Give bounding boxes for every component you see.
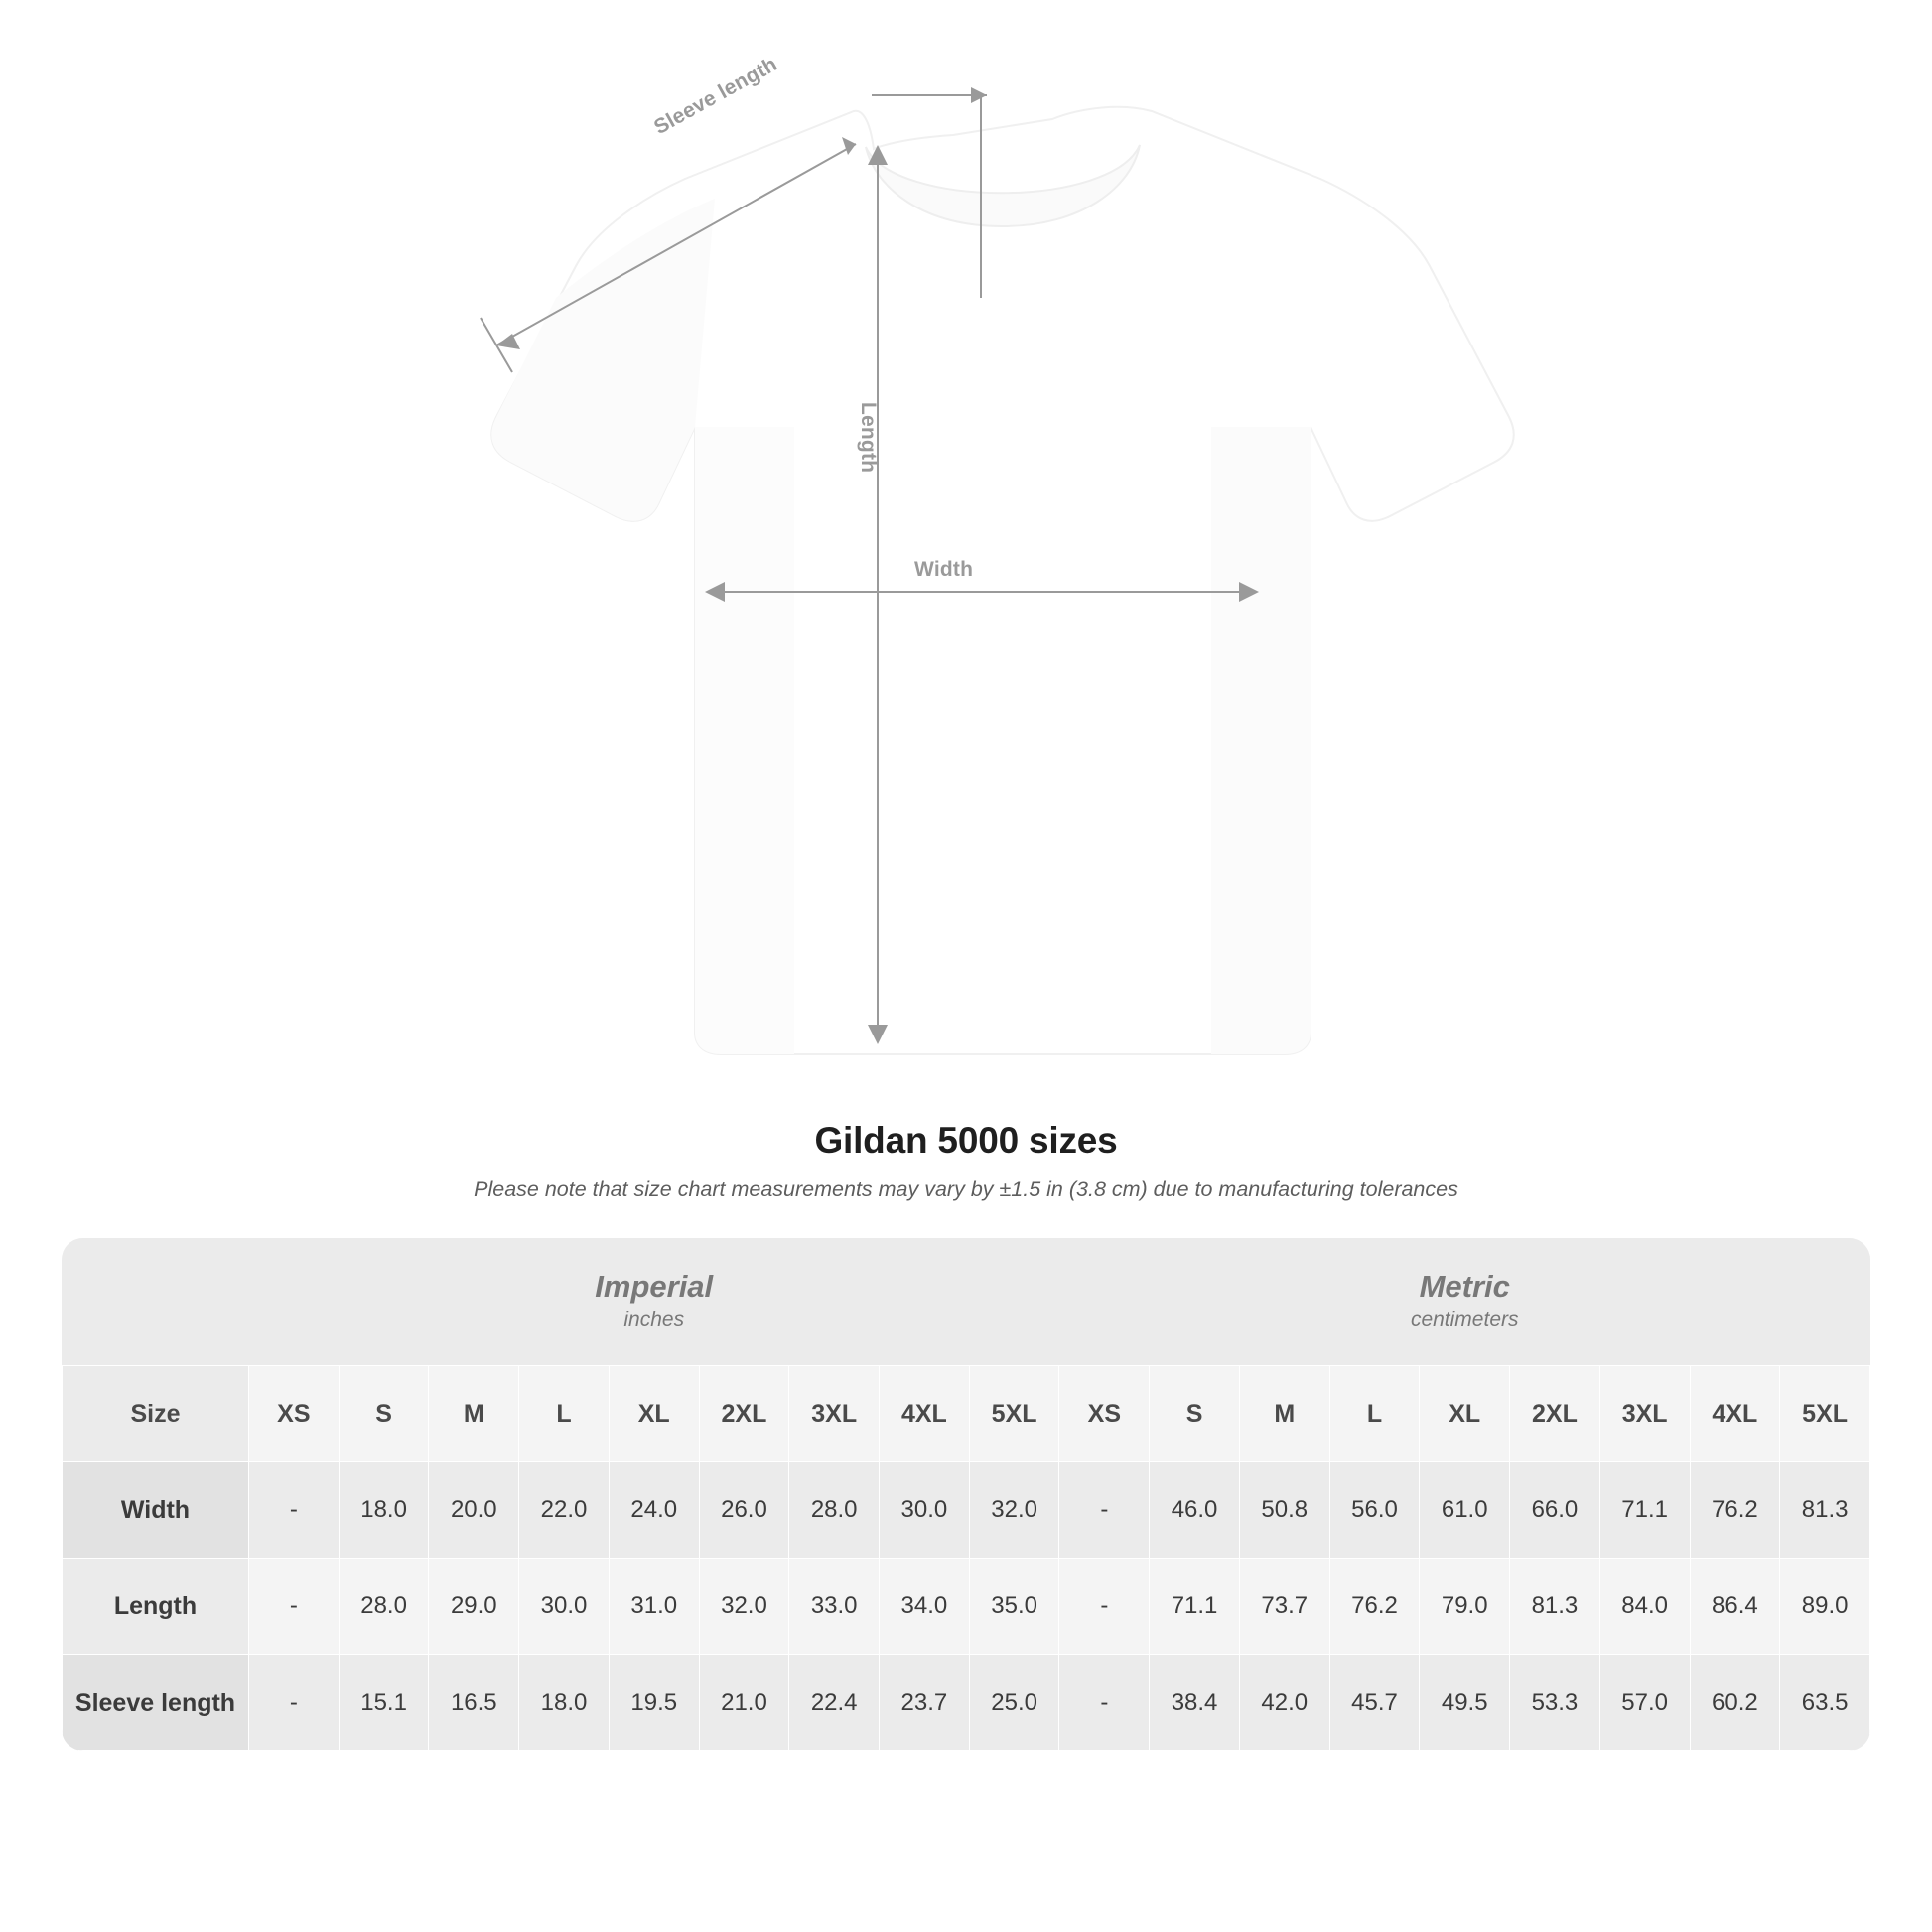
size-table-container [62,1238,1870,1751]
size-header-metric-m: M [1239,1366,1329,1462]
cell-length-metric-3xl: 84.0 [1599,1559,1690,1655]
cell-width-metric-l: 56.0 [1329,1462,1420,1559]
row-label-sleeve-length: Sleeve length [63,1655,249,1751]
cell-sleeve-imperial-3xl: 22.4 [789,1655,880,1751]
cell-sleeve-imperial-5xl: 25.0 [969,1655,1059,1751]
unit-group-imperial-sub: inches [623,1308,685,1331]
cell-width-metric-5xl: 81.3 [1780,1462,1870,1559]
cell-width-imperial-xs: - [249,1462,340,1559]
cell-sleeve-imperial-4xl: 23.7 [880,1655,970,1751]
size-header-metric-xl: XL [1420,1366,1510,1462]
cell-width-imperial-m: 20.0 [429,1462,519,1559]
cell-length-metric-l: 76.2 [1329,1559,1420,1655]
cell-sleeve-imperial-xs: - [249,1655,340,1751]
cell-length-metric-4xl: 86.4 [1690,1559,1780,1655]
cell-sleeve-metric-5xl: 63.5 [1780,1655,1870,1751]
cell-length-imperial-4xl: 34.0 [880,1559,970,1655]
cell-length-imperial-s: 28.0 [339,1559,429,1655]
cell-width-imperial-4xl: 30.0 [880,1462,970,1559]
size-header-imperial-m: M [429,1366,519,1462]
cell-length-imperial-m: 29.0 [429,1559,519,1655]
size-header-metric-l: L [1329,1366,1420,1462]
size-header-imperial-4xl: 4XL [880,1366,970,1462]
sleeve-length-label: Sleeve length [650,53,781,140]
cell-length-imperial-xs: - [249,1559,340,1655]
table-row [63,1655,1870,1751]
row-label-width: Width [63,1462,249,1559]
size-header-metric-s: S [1150,1366,1240,1462]
cell-length-metric-s: 71.1 [1150,1559,1240,1655]
cell-width-metric-s: 46.0 [1150,1462,1240,1559]
unit-group-imperial [249,1238,1059,1366]
unit-group-metric-sub: centimeters [1410,1308,1519,1331]
cell-length-metric-xs: - [1059,1559,1150,1655]
size-header-metric-2xl: 2XL [1510,1366,1600,1462]
size-header-imperial-xs: XS [249,1366,340,1462]
cell-length-imperial-l: 30.0 [519,1559,610,1655]
cell-width-metric-3xl: 71.1 [1599,1462,1690,1559]
cell-sleeve-imperial-xl: 19.5 [609,1655,699,1751]
size-header-imperial-3xl: 3XL [789,1366,880,1462]
cell-sleeve-metric-4xl: 60.2 [1690,1655,1780,1751]
size-header-metric-xs: XS [1059,1366,1150,1462]
width-label: Width [914,558,974,581]
cell-width-imperial-l: 22.0 [519,1462,610,1559]
cell-sleeve-metric-xs: - [1059,1655,1150,1751]
tolerance-note: Please note that size chart measurements may vary by ±1.5 in (3.8 cm) due to manufacturing tolerances [474,1177,1458,1201]
cell-width-imperial-5xl: 32.0 [969,1462,1059,1559]
cell-length-metric-m: 73.7 [1239,1559,1329,1655]
size-header-metric-3xl: 3XL [1599,1366,1690,1462]
cell-width-imperial-2xl: 26.0 [699,1462,789,1559]
cell-length-metric-2xl: 81.3 [1510,1559,1600,1655]
row-label-length: Length [63,1559,249,1655]
cell-length-metric-xl: 79.0 [1420,1559,1510,1655]
title-block [0,1120,1932,1202]
unit-header-row [63,1238,1870,1366]
cell-sleeve-imperial-l: 18.0 [519,1655,610,1751]
unit-group-metric [1059,1238,1870,1366]
cell-width-metric-2xl: 66.0 [1510,1462,1600,1559]
size-header-metric-5xl: 5XL [1780,1366,1870,1462]
cell-sleeve-metric-xl: 49.5 [1420,1655,1510,1751]
cell-sleeve-imperial-m: 16.5 [429,1655,519,1751]
cell-length-imperial-xl: 31.0 [609,1559,699,1655]
cell-sleeve-metric-s: 38.4 [1150,1655,1240,1751]
size-header-imperial-2xl: 2XL [699,1366,789,1462]
cell-width-imperial-xl: 24.0 [609,1462,699,1559]
size-header-imperial-5xl: 5XL [969,1366,1059,1462]
cell-length-imperial-2xl: 32.0 [699,1559,789,1655]
cell-width-imperial-3xl: 28.0 [789,1462,880,1559]
cell-length-imperial-5xl: 35.0 [969,1559,1059,1655]
cell-sleeve-metric-l: 45.7 [1329,1655,1420,1751]
cell-sleeve-metric-3xl: 57.0 [1599,1655,1690,1751]
tshirt-shape [491,107,1514,1054]
cell-width-metric-m: 50.8 [1239,1462,1329,1559]
cell-sleeve-imperial-2xl: 21.0 [699,1655,789,1751]
unit-group-metric-name: Metric [1419,1268,1510,1304]
cell-length-imperial-3xl: 33.0 [789,1559,880,1655]
length-label: Length [857,402,880,474]
cell-length-metric-5xl: 89.0 [1780,1559,1870,1655]
size-header-imperial-xl: XL [609,1366,699,1462]
cell-width-metric-xl: 61.0 [1420,1462,1510,1559]
table-row [63,1462,1870,1559]
cell-width-metric-4xl: 76.2 [1690,1462,1780,1559]
table-corner-cell [63,1238,249,1366]
size-header-metric-4xl: 4XL [1690,1366,1780,1462]
size-header-imperial-s: S [339,1366,429,1462]
cell-sleeve-metric-2xl: 53.3 [1510,1655,1600,1751]
size-table [62,1238,1870,1751]
size-label-cell: Size [63,1366,249,1462]
unit-group-imperial-name: Imperial [595,1268,714,1304]
cell-sleeve-imperial-s: 15.1 [339,1655,429,1751]
size-header-imperial-l: L [519,1366,610,1462]
cell-width-imperial-s: 18.0 [339,1462,429,1559]
table-row-size-header [63,1366,1870,1462]
table-row [63,1559,1870,1655]
cell-sleeve-metric-m: 42.0 [1239,1655,1329,1751]
page-title: Gildan 5000 sizes [814,1120,1118,1161]
cell-width-metric-xs: - [1059,1462,1150,1559]
